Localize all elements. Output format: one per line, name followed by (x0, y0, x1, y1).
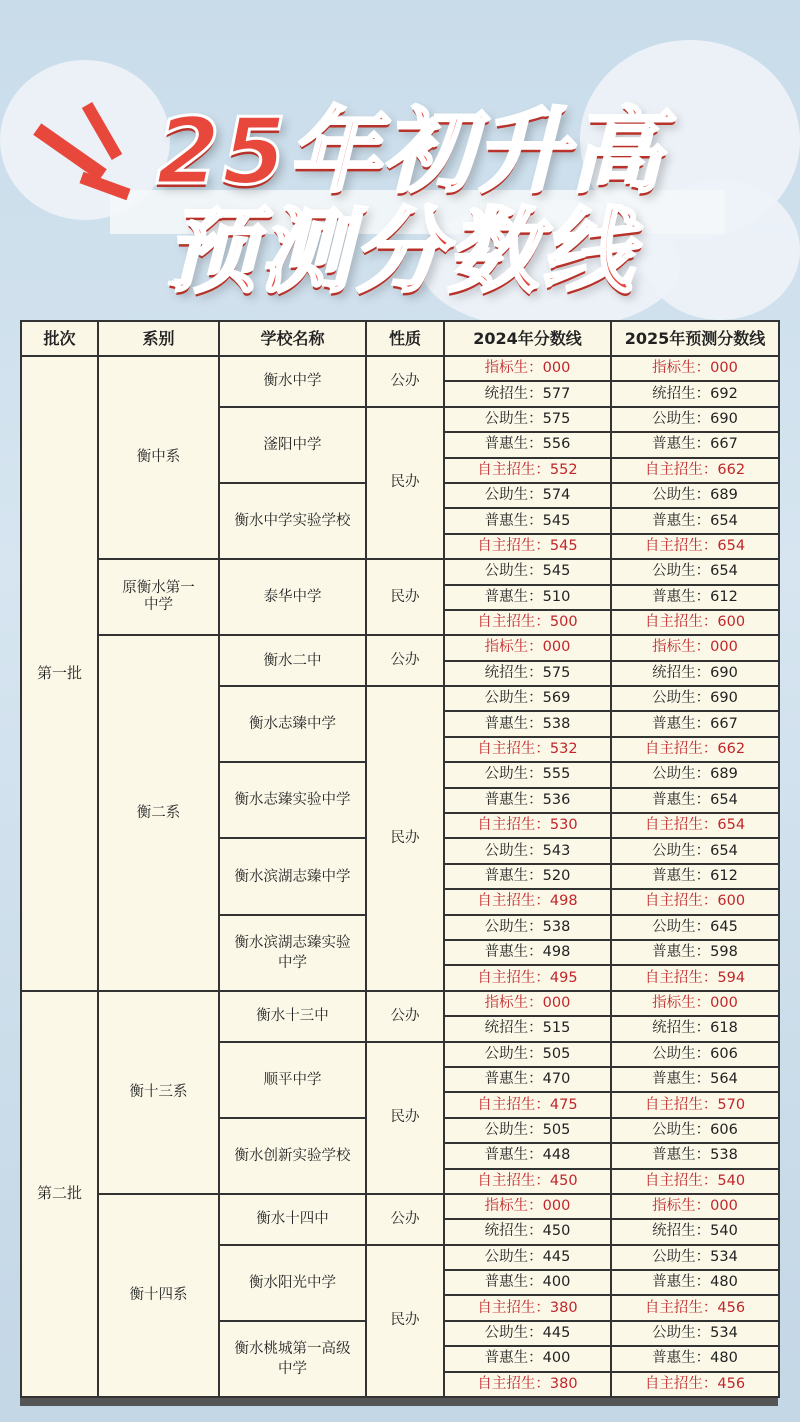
table-row (21, 635, 779, 660)
table-row (21, 1194, 779, 1219)
score-cell-y2025 (611, 1143, 779, 1168)
score-cell-y2024 (444, 559, 611, 584)
score-value: 520 (542, 868, 571, 884)
score-cell-y2024 (444, 1295, 611, 1320)
quota-label: 自主招生： (477, 461, 550, 478)
score-cell-y2024 (444, 1067, 611, 1092)
quota-label: 自主招生： (644, 1172, 718, 1189)
score-cell-y2025 (611, 356, 779, 381)
school-name-cell: 衡水滨湖志臻实验中学 (219, 915, 366, 991)
score-cell-y2024 (444, 813, 611, 838)
score-cell-y2024 (444, 661, 611, 686)
title-line-2: 预测分数线 (164, 198, 635, 305)
score-value: 505 (542, 1121, 571, 1138)
quota-label: 普惠生： (484, 436, 543, 453)
score-cell-y2024 (444, 635, 611, 660)
score-value: 552 (549, 461, 578, 478)
score-cell-y2024 (444, 407, 611, 432)
quota-label: 普惠生： (652, 436, 711, 453)
score-cell-y2024 (444, 1143, 611, 1168)
score-cell-y2024 (444, 585, 611, 610)
score-value: 000 (542, 1198, 571, 1215)
score-value: 689 (710, 766, 738, 783)
score-cell-y2025 (611, 1042, 779, 1067)
score-value: 000 (710, 994, 738, 1011)
score-cell-y2025 (611, 737, 779, 762)
quota-label: 普惠生： (484, 1147, 543, 1164)
score-cell-y2024 (444, 1245, 611, 1270)
score-cell-y2025 (611, 813, 779, 838)
score-value: 606 (710, 1121, 738, 1138)
score-cell-y2024 (444, 762, 611, 787)
score-value: 445 (542, 1325, 571, 1342)
score-value: 532 (549, 741, 578, 758)
score-cell-y2025 (611, 559, 779, 584)
school-name-cell: 衡水中学实验学校 (219, 483, 366, 559)
score-value: 600 (717, 614, 746, 631)
quota-label: 公助生： (652, 410, 711, 427)
quota-label: 普惠生： (484, 1274, 543, 1291)
quota-label: 公助生： (484, 487, 543, 504)
score-cell-y2024 (444, 864, 611, 889)
quota-label: 自主招生： (477, 817, 550, 834)
quota-label: 普惠生： (484, 1071, 543, 1088)
score-value: 606 (710, 1045, 738, 1062)
quota-label: 统招生： (484, 664, 543, 681)
quota-label: 公助生： (484, 410, 543, 427)
score-cell-y2024 (444, 1169, 611, 1194)
score-value: 538 (542, 715, 571, 732)
score-value: 534 (710, 1248, 738, 1265)
score-value: 000 (542, 639, 571, 656)
score-cell-y2025 (611, 940, 779, 965)
column-header: 学校名称 (219, 321, 366, 356)
score-value: 575 (542, 410, 571, 427)
quota-label: 自主招生： (644, 741, 718, 758)
quota-label: 公助生： (652, 1121, 711, 1138)
score-value: 380 (549, 1375, 578, 1392)
score-value: 545 (549, 537, 578, 554)
score-cell-y2024 (444, 432, 611, 457)
score-value: 515 (542, 1020, 571, 1037)
score-value: 545 (542, 563, 571, 580)
school-name-cell: 衡水十三中 (219, 991, 366, 1042)
quota-label: 普惠生： (652, 715, 711, 732)
score-value: 570 (717, 1096, 746, 1113)
score-value: 574 (542, 487, 571, 504)
quota-label: 普惠生： (652, 791, 711, 808)
score-cell-y2025 (611, 1270, 779, 1295)
school-type-cell: 民办 (366, 1245, 444, 1397)
score-value: 667 (710, 436, 738, 453)
quota-label: 自主招生： (644, 614, 718, 631)
score-cell-y2024 (444, 965, 611, 990)
school-name-cell: 衡水志臻实验中学 (219, 762, 366, 838)
score-value: 510 (542, 588, 571, 605)
score-cell-y2024 (444, 483, 611, 508)
score-cell-y2024 (444, 737, 611, 762)
score-cell-y2025 (611, 838, 779, 863)
school-type-cell: 公办 (366, 991, 444, 1042)
school-name-cell: 顺平中学 (219, 1042, 366, 1118)
quota-label: 自主招生： (644, 893, 718, 910)
score-value: 564 (710, 1071, 738, 1088)
score-value: 612 (710, 588, 738, 605)
group-cell: 衡二系 (98, 635, 219, 990)
quota-label: 普惠生： (652, 512, 711, 529)
score-value: 456 (717, 1299, 746, 1316)
score-cell-y2024 (444, 508, 611, 533)
score-cell-y2025 (611, 432, 779, 457)
score-cell-y2024 (444, 838, 611, 863)
score-value: 654 (710, 791, 738, 808)
score-value: 450 (542, 1223, 571, 1240)
score-value: 000 (542, 360, 571, 377)
school-name-cell: 泰华中学 (219, 559, 366, 635)
quota-label: 公助生： (652, 1248, 711, 1265)
quota-label: 统招生： (652, 664, 711, 681)
score-value: 530 (549, 817, 578, 834)
batch-cell: 第一批 (21, 356, 98, 991)
score-value: 000 (710, 639, 738, 656)
quota-label: 普惠生： (652, 944, 711, 961)
score-cell-y2024 (444, 991, 611, 1016)
score-cell-y2025 (611, 1321, 779, 1346)
score-cell-y2024 (444, 940, 611, 965)
score-cell-y2024 (444, 1219, 611, 1244)
score-cell-y2024 (444, 458, 611, 483)
score-cell-y2024 (444, 915, 611, 940)
quota-label: 自主招生： (477, 1172, 550, 1189)
school-type-cell: 民办 (366, 1042, 444, 1194)
quota-label: 公助生： (652, 766, 711, 783)
score-cell-y2024 (444, 1270, 611, 1295)
quota-label: 自主招生： (644, 1375, 718, 1392)
column-header: 批次 (21, 321, 98, 356)
quota-label: 指标生： (484, 360, 543, 377)
score-value: 654 (710, 563, 738, 580)
quota-label: 指标生： (652, 639, 711, 656)
school-type-cell: 民办 (366, 686, 444, 991)
quota-label: 普惠生： (652, 1071, 711, 1088)
group-cell: 原衡水第一中学 (98, 559, 219, 635)
quota-label: 自主招生： (644, 1096, 718, 1113)
quota-label: 指标生： (484, 994, 543, 1011)
score-value: 498 (542, 944, 571, 961)
quota-label: 公助生： (652, 842, 711, 859)
score-cell-y2025 (611, 635, 779, 660)
table-row (21, 559, 779, 584)
score-value: 690 (710, 664, 738, 681)
quota-label: 自主招生： (477, 1096, 550, 1113)
school-name-cell: 衡水创新实验学校 (219, 1118, 366, 1194)
school-name-cell: 衡水滨湖志臻中学 (219, 838, 366, 914)
score-value: 645 (710, 918, 738, 935)
quota-label: 普惠生： (484, 512, 543, 529)
score-value: 480 (710, 1350, 738, 1367)
score-cell-y2024 (444, 610, 611, 635)
score-value: 690 (710, 690, 738, 707)
score-cell-y2025 (611, 534, 779, 559)
school-name-cell: 衡水十四中 (219, 1194, 366, 1245)
score-cell-y2024 (444, 1346, 611, 1371)
score-cell-y2024 (444, 1372, 611, 1397)
quota-label: 公助生： (484, 690, 543, 707)
group-cell: 衡中系 (98, 356, 219, 559)
score-value: 445 (542, 1248, 571, 1265)
score-value: 662 (717, 741, 746, 758)
quota-label: 普惠生： (484, 1350, 543, 1367)
score-cell-y2025 (611, 1194, 779, 1219)
quota-label: 公助生： (484, 1325, 543, 1342)
table-row (21, 356, 779, 381)
score-cell-y2024 (444, 788, 611, 813)
score-value: 475 (549, 1096, 578, 1113)
score-value: 618 (710, 1020, 738, 1037)
quota-label: 自主招生： (477, 741, 550, 758)
quota-label: 指标生： (484, 1198, 543, 1215)
score-value: 555 (542, 766, 571, 783)
score-value: 667 (710, 715, 738, 732)
quota-label: 公助生： (652, 690, 711, 707)
score-cell-y2025 (611, 483, 779, 508)
score-value: 654 (710, 512, 738, 529)
quota-label: 统招生： (484, 1223, 543, 1240)
score-value: 534 (710, 1325, 738, 1342)
score-value: 690 (710, 410, 738, 427)
quota-label: 公助生： (652, 1045, 711, 1062)
score-cell-y2025 (611, 889, 779, 914)
school-name-cell: 衡水二中 (219, 635, 366, 686)
quota-label: 普惠生： (484, 868, 543, 884)
score-value: 495 (549, 969, 578, 986)
score-cell-y2025 (611, 864, 779, 889)
score-value: 505 (542, 1045, 571, 1062)
table-bottom-bar (20, 1398, 778, 1406)
title-line-1: 25年初升高 (155, 98, 665, 205)
score-value: 612 (710, 868, 738, 884)
school-name-cell: 滏阳中学 (219, 407, 366, 483)
score-cell-y2024 (444, 889, 611, 914)
score-cell-y2024 (444, 356, 611, 381)
score-cell-y2025 (611, 1169, 779, 1194)
score-value: 598 (710, 944, 738, 961)
quota-label: 自主招生： (644, 537, 718, 554)
score-cell-y2024 (444, 1042, 611, 1067)
score-value: 538 (710, 1147, 738, 1164)
table-row (21, 991, 779, 1016)
score-cell-y2025 (611, 991, 779, 1016)
quota-label: 公助生： (484, 1121, 543, 1138)
score-cell-y2024 (444, 1194, 611, 1219)
score-value: 577 (542, 385, 571, 402)
score-cell-y2025 (611, 1372, 779, 1397)
quota-label: 普惠生： (484, 791, 543, 808)
score-value: 662 (717, 461, 746, 478)
quota-label: 自主招生： (477, 614, 550, 631)
score-cell-y2025 (611, 1067, 779, 1092)
score-cell-y2025 (611, 508, 779, 533)
quota-label: 统招生： (652, 1223, 711, 1240)
score-value: 543 (542, 842, 571, 859)
score-value: 575 (542, 664, 571, 681)
score-cell-y2025 (611, 762, 779, 787)
score-value: 448 (542, 1147, 571, 1164)
score-cell-y2025 (611, 585, 779, 610)
score-cell-y2025 (611, 661, 779, 686)
score-cell-y2025 (611, 915, 779, 940)
column-header: 2025年预测分数线 (611, 321, 779, 356)
table-header-row (21, 321, 779, 356)
quota-label: 公助生： (652, 563, 711, 580)
quota-label: 统招生： (484, 385, 543, 402)
quota-label: 自主招生： (644, 461, 718, 478)
quota-label: 公助生： (652, 918, 711, 935)
score-cell-y2025 (611, 1295, 779, 1320)
score-value: 654 (710, 842, 738, 859)
score-value: 654 (717, 537, 746, 554)
school-type-cell: 民办 (366, 407, 444, 559)
score-value: 600 (717, 893, 746, 910)
quota-label: 公助生： (484, 1248, 543, 1265)
score-cell-y2025 (611, 1016, 779, 1041)
quota-label: 公助生： (484, 842, 543, 859)
score-cell-y2025 (611, 1245, 779, 1270)
score-cell-y2025 (611, 458, 779, 483)
score-value: 000 (710, 1198, 738, 1215)
quota-label: 指标生： (652, 1198, 711, 1215)
school-type-cell: 民办 (366, 559, 444, 635)
score-value: 000 (542, 994, 571, 1011)
score-value: 456 (717, 1375, 746, 1392)
quota-label: 指标生： (652, 360, 711, 377)
score-cell-y2025 (611, 1219, 779, 1244)
score-value: 500 (549, 614, 578, 631)
score-cell-y2024 (444, 381, 611, 406)
score-value: 540 (710, 1223, 738, 1240)
score-cell-y2025 (611, 686, 779, 711)
quota-label: 公助生： (484, 563, 543, 580)
quota-label: 公助生： (652, 487, 711, 504)
score-cell-y2024 (444, 711, 611, 736)
score-value: 540 (717, 1172, 746, 1189)
batch-cell: 第二批 (21, 991, 98, 1397)
quota-label: 公助生： (652, 1325, 711, 1342)
score-value: 400 (542, 1274, 571, 1291)
school-name-cell: 衡水阳光中学 (219, 1245, 366, 1321)
score-cell-y2024 (444, 534, 611, 559)
score-cell-y2025 (611, 610, 779, 635)
quota-label: 自主招生： (477, 969, 550, 986)
score-value: 689 (710, 487, 738, 504)
score-cell-y2025 (611, 965, 779, 990)
score-value: 400 (542, 1350, 571, 1367)
score-value: 654 (717, 817, 746, 834)
quota-label: 指标生： (652, 994, 711, 1011)
quota-label: 自主招生： (477, 893, 550, 910)
score-value: 594 (717, 969, 746, 986)
score-cell-y2024 (444, 686, 611, 711)
column-header: 2024年分数线 (444, 321, 611, 356)
score-table (20, 320, 780, 1398)
score-cell-y2024 (444, 1016, 611, 1041)
score-value: 380 (549, 1299, 578, 1316)
score-value: 450 (549, 1172, 578, 1189)
quota-label: 公助生： (484, 918, 543, 935)
score-cell-y2025 (611, 1346, 779, 1371)
quota-label: 指标生： (484, 639, 543, 656)
score-value: 498 (549, 893, 578, 910)
group-cell: 衡十三系 (98, 991, 219, 1194)
quota-label: 普惠生： (652, 588, 711, 605)
score-value: 480 (710, 1274, 738, 1291)
quota-label: 普惠生： (652, 1350, 711, 1367)
score-value: 692 (710, 385, 738, 402)
quota-label: 公助生： (484, 1045, 543, 1062)
quota-label: 自主招生： (477, 1375, 550, 1392)
quota-label: 统招生： (652, 1020, 711, 1037)
school-type-cell: 公办 (366, 1194, 444, 1245)
score-cell-y2024 (444, 1092, 611, 1117)
column-header: 系别 (98, 321, 219, 356)
school-name-cell: 衡水中学 (219, 356, 366, 407)
quota-label: 普惠生： (652, 1274, 711, 1291)
quota-label: 普惠生： (652, 1147, 711, 1164)
quota-label: 统招生： (652, 385, 711, 402)
school-type-cell: 公办 (366, 635, 444, 686)
quota-label: 统招生： (484, 1020, 543, 1037)
school-name-cell: 衡水志臻中学 (219, 686, 366, 762)
quota-label: 自主招生： (644, 817, 718, 834)
quota-label: 自主招生： (644, 969, 718, 986)
quota-label: 普惠生： (652, 868, 711, 884)
quota-label: 普惠生： (484, 944, 543, 961)
score-cell-y2025 (611, 407, 779, 432)
column-header: 性质 (366, 321, 444, 356)
score-value: 556 (542, 436, 571, 453)
quota-label: 自主招生： (477, 1299, 550, 1316)
quota-label: 自主招生： (644, 1299, 718, 1316)
score-cell-y2025 (611, 711, 779, 736)
score-value: 000 (710, 360, 738, 377)
score-value: 536 (542, 791, 571, 808)
score-value: 538 (542, 918, 571, 935)
score-cell-y2025 (611, 1118, 779, 1143)
score-value: 545 (542, 512, 571, 529)
quota-label: 普惠生： (484, 715, 543, 732)
score-cell-y2024 (444, 1321, 611, 1346)
school-type-cell: 公办 (366, 356, 444, 407)
score-cell-y2025 (611, 1092, 779, 1117)
score-cell-y2025 (611, 788, 779, 813)
score-value: 470 (542, 1071, 571, 1088)
score-value: 569 (542, 690, 571, 707)
quota-label: 普惠生： (484, 588, 543, 605)
score-cell-y2024 (444, 1118, 611, 1143)
quota-label: 自主招生： (477, 537, 550, 554)
group-cell: 衡十四系 (98, 1194, 219, 1397)
score-cell-y2025 (611, 381, 779, 406)
school-name-cell: 衡水桃城第一高级中学 (219, 1321, 366, 1397)
quota-label: 公助生： (484, 766, 543, 783)
